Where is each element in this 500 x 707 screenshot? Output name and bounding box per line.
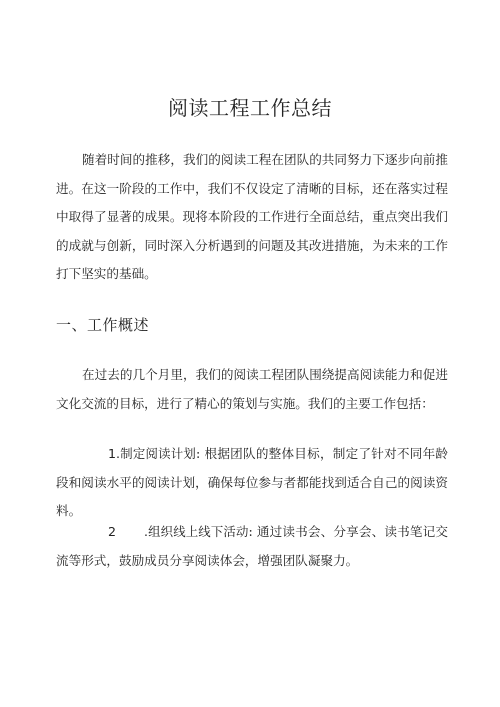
list-item-colon: : bbox=[196, 446, 205, 461]
list-item-text: 根据团队的整体目标，制定了针对不同年龄段和阅读水平的阅读计划，确保每位参与者都能找到适合自己的阅读资料。 bbox=[56, 446, 448, 518]
list-item-text: 通过读书会、分享会、读书笔记交流等形式，鼓励成员分享阅读体会，增强团队凝聚力。 bbox=[56, 524, 448, 568]
list-item bbox=[56, 518, 448, 575]
list-item-number: 1. bbox=[108, 446, 121, 461]
document-title: 阅读工程工作总结 bbox=[168, 96, 332, 120]
list-item-number: 2 bbox=[108, 524, 117, 539]
intro-paragraph: 随着时间的推移，我们的阅读工程在团队的共同努力下逐步向前推进。在这一阶段的工作中，我们不仅设定了清晰的目标，还在落实过程中取得了显著的成果。现将本阶段的工作进行全面总结，重点突出我们的成就与创新，同时深入分析遇到的问题及其改进措施，为未来的工作打下坚实的基础。 bbox=[56, 152, 448, 281]
list-item-label: .组织线上线下活动 bbox=[144, 524, 249, 539]
section-intro-paragraph: 在过去的几个月里，我们的阅读工程团队围绕提高阅读能力和促进文化交流的目标，进行了精心的策划与实施。我们的主要工作包括： bbox=[56, 367, 448, 411]
section-heading: 一、工作概述 bbox=[56, 316, 150, 334]
list-item bbox=[56, 440, 448, 526]
list-item-colon: : bbox=[248, 524, 257, 539]
list-item-label: 制定阅读计划 bbox=[120, 446, 197, 461]
